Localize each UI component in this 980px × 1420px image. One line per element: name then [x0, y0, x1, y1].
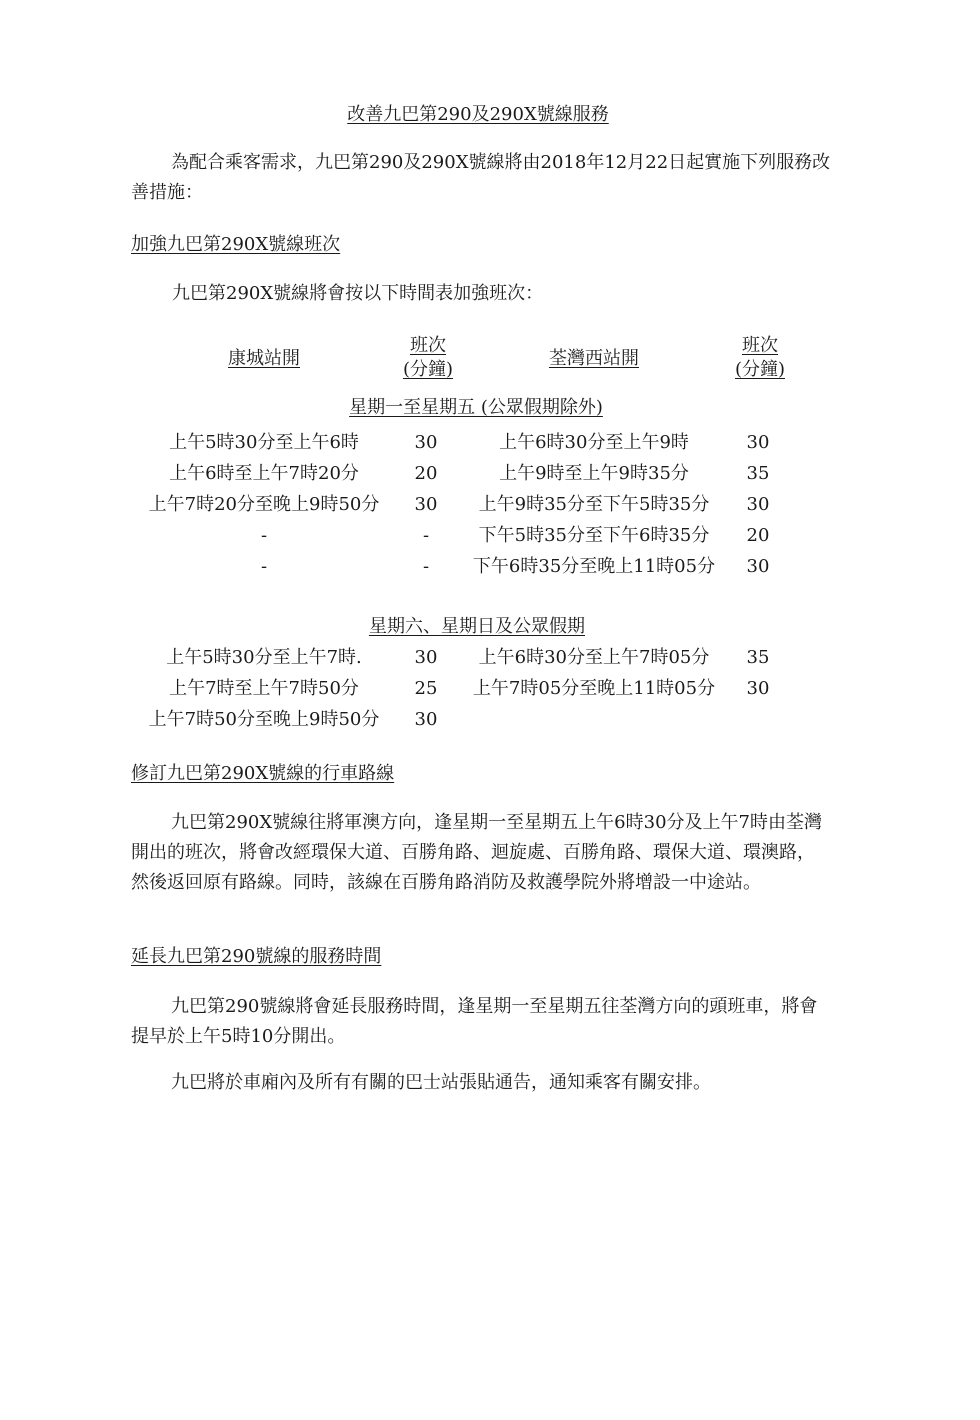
section1-lead: 九巴第290X號線將會按以下時間表加強班次： — [172, 283, 544, 304]
depart-tsuenwan-west: 下午6時35分至晚上11時05分 — [472, 556, 716, 577]
intro-paragraph: 為配合乘客需求，九巴第290及290X號線將由2018年12月22日起實施下列服務改善措施： — [131, 152, 831, 203]
depart-kangcheng: 上午5時30分至上午6時 — [169, 432, 359, 453]
freq-label: 班次 — [410, 335, 446, 356]
depart-kangcheng: 上午7時50分至晚上9時50分 — [148, 709, 380, 730]
freq-kangcheng: - — [422, 556, 430, 577]
depart-tsuenwan-west: 上午7時05分至晚上11時05分 — [472, 678, 716, 699]
page-title: 改善九巴第290及290X號線服務 — [347, 104, 609, 125]
freq-kangcheng: 30 — [414, 432, 438, 453]
section3-heading: 延長九巴第290號線的服務時間 — [131, 946, 382, 967]
freq-kangcheng: 30 — [414, 494, 438, 515]
depart-tsuenwan-west: 上午6時30分至上午9時 — [499, 432, 689, 453]
weekend-heading: 星期六、星期日及公眾假期 — [369, 616, 585, 637]
col-header-kangcheng: 康城站開 — [228, 348, 300, 369]
col-header-tsuenwan-west: 荃灣西站開 — [549, 348, 639, 369]
freq-tsuenwan-west: 30 — [746, 556, 770, 577]
freq-label: 班次 — [742, 335, 778, 356]
section2-body: 九巴第290X號線往將軍澳方向，逢星期一至星期五上午6時30分及上午7時由荃灣開出的班次，將會改經環保大道、百勝角路、迴旋處、百勝角路、環保大道、環澳路，然後返回原有路線。同時，該線在百勝角路消防及救護學院外將增設一中途站。 — [131, 812, 822, 893]
depart-kangcheng: 上午7時20分至晚上9時50分 — [148, 494, 380, 515]
freq-tsuenwan-west: 35 — [746, 647, 770, 668]
depart-kangcheng: 上午5時30分至上午7時. — [166, 647, 362, 668]
section1-heading: 加強九巴第290X號線班次 — [131, 234, 341, 255]
depart-tsuenwan-west: 上午9時35分至下午5時35分 — [478, 494, 710, 515]
freq-tsuenwan-west: 20 — [746, 525, 770, 546]
freq-unit: (分鐘) — [734, 359, 786, 380]
freq-kangcheng: - — [422, 525, 430, 546]
freq-kangcheng: 25 — [414, 678, 438, 699]
depart-kangcheng: 上午7時至上午7時50分 — [169, 678, 359, 699]
depart-kangcheng: - — [260, 556, 268, 577]
depart-tsuenwan-west: 上午9時至上午9時35分 — [499, 463, 689, 484]
depart-kangcheng: 上午6時至上午7時20分 — [169, 463, 359, 484]
depart-tsuenwan-west: 下午5時35分至下午6時35分 — [478, 525, 710, 546]
freq-kangcheng: 30 — [414, 709, 438, 730]
col-header-freq-right — [720, 334, 800, 382]
section2-heading: 修訂九巴第290X號線的行車路線 — [131, 763, 395, 784]
freq-kangcheng: 30 — [414, 647, 438, 668]
closing-paragraph: 九巴將於車廂內及所有有關的巴士站張貼通告，通知乘客有關安排。 — [171, 1072, 711, 1093]
depart-kangcheng: - — [260, 525, 268, 546]
freq-tsuenwan-west: 30 — [746, 494, 770, 515]
section3-body: 九巴第290號線將會延長服務時間，逢星期一至星期五往荃灣方向的頭班車，將會提早於上午5時10分開出。 — [131, 996, 818, 1047]
depart-tsuenwan-west: 上午6時30分至上午7時05分 — [478, 647, 710, 668]
weekday-heading: 星期一至星期五 (公眾假期除外) — [349, 397, 603, 418]
freq-tsuenwan-west: 30 — [746, 432, 770, 453]
freq-tsuenwan-west: 35 — [746, 463, 770, 484]
col-header-freq-left — [388, 334, 468, 382]
freq-tsuenwan-west: 30 — [746, 678, 770, 699]
freq-unit: (分鐘) — [402, 359, 454, 380]
freq-kangcheng: 20 — [414, 463, 438, 484]
